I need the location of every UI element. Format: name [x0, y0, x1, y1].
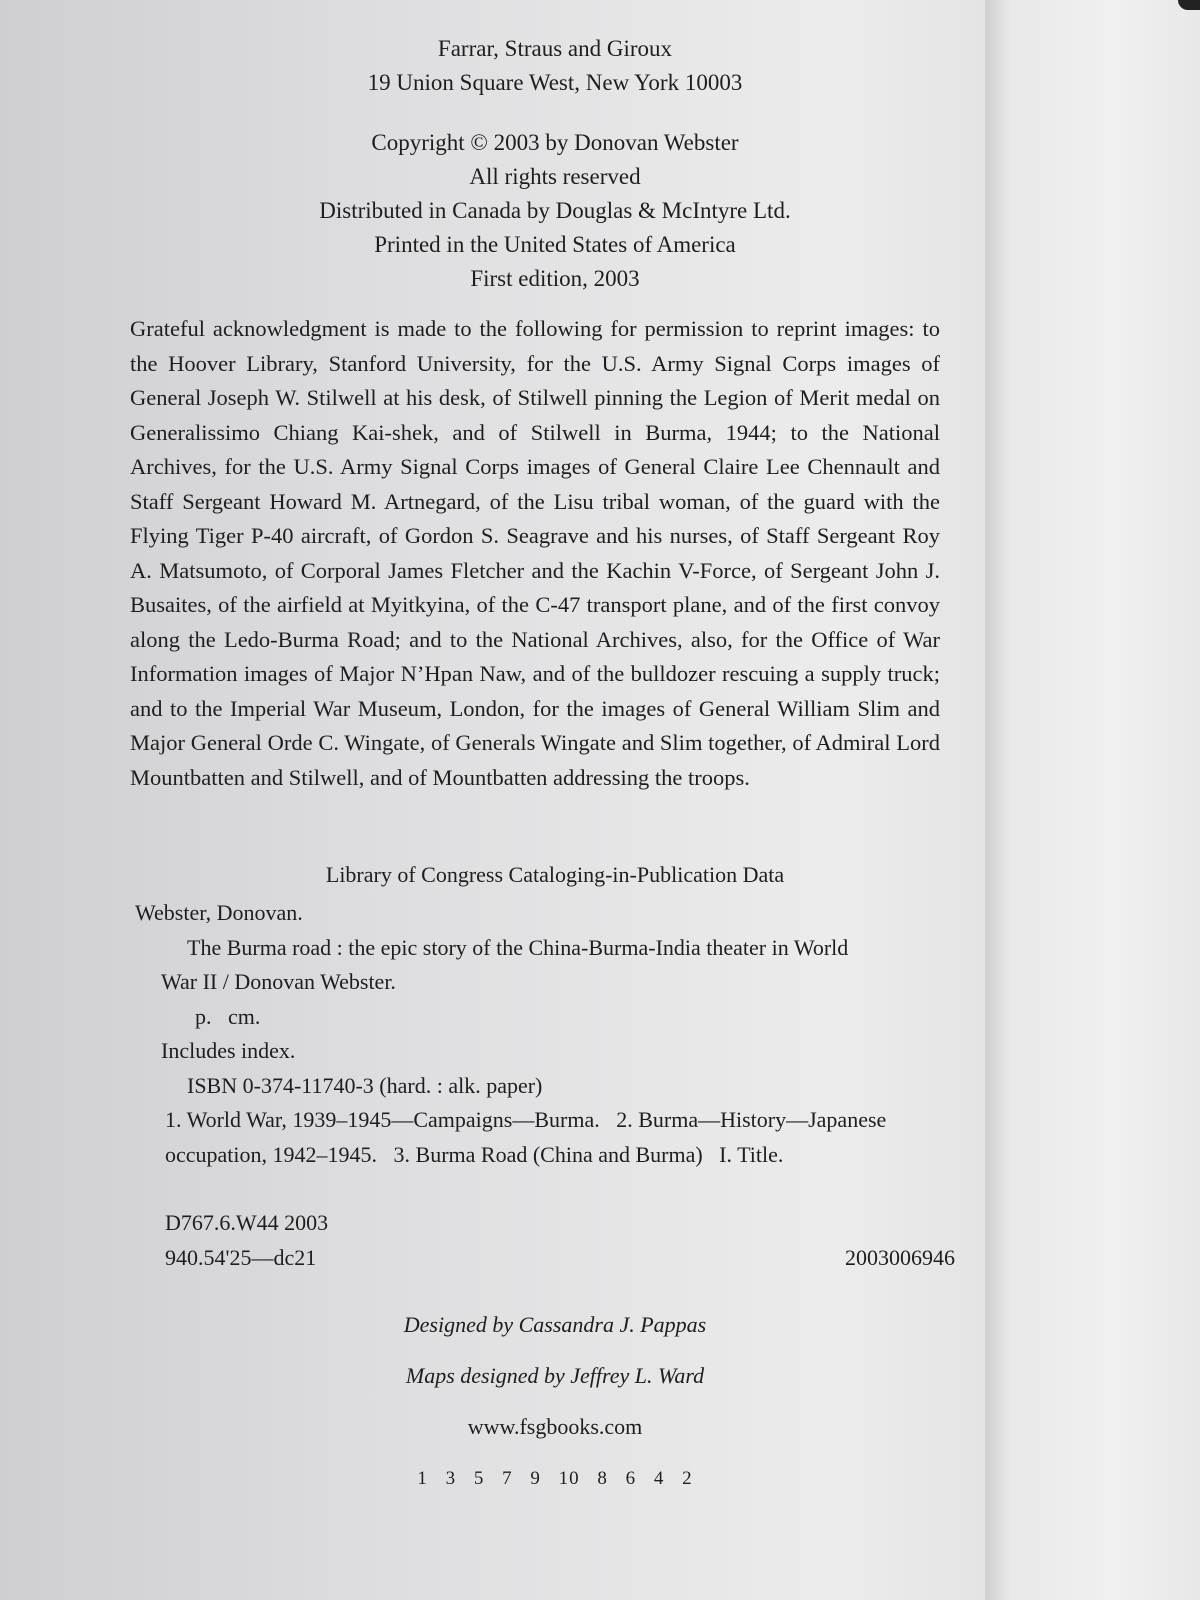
distribution-line: Distributed in Canada by Douglas & McIntyre Ltd.	[319, 198, 791, 223]
cip-lccn: 2003006946	[845, 1244, 955, 1270]
cip-physical-description: p. cm.	[195, 1003, 261, 1029]
website-url: www.fsgbooks.com	[467, 1414, 643, 1439]
maps-credit: Maps designed by Jeffrey L. Ward	[405, 1363, 705, 1388]
cip-spacer	[135, 1172, 965, 1206]
cip-isbn: ISBN 0-374-11740-3 (hard. : alk. paper)	[187, 1072, 543, 1098]
acknowledgment-paragraph: Grateful acknowledgment is made to the following for permission to reprint images: to the Hoover Library, Stanford University, for the U.S. Army Signal Corps images of General Joseph W. Stilwell at his desk, of Stilwell pinning the Legion of Merit medal on Generalissimo Chiang Kai-shek, and of Stilwell in Burma, 1944; to the National Archives, for the U.S. Army Signal Corps images of General Claire Lee Chennault and Staff Sergeant Howard M. Artnegard, of the Lisu tribal woman, of the guard with the Flying Tiger P-40 aircraft, of Gordon S. Seagrave and his nurses, of Staff Sergeant Roy A. Matsumoto, of Corporal James Fletcher and the Kachin V-Force, of Sergeant John J. Busaites, of the airfield at Myitkyina, of the C-47 transport plane, and of the first convoy along the Ledo-Burma Road; and to the National Archives, also, for the Office of War Information images of Major N’Hpan Naw, and of the bulldozer rescuing a supply truck; and to the Imperial War Museum, London, for the images of General William Slim and Major General Orde C. Wingate, of Generals Wingate and Slim together, of Admiral Lord Mountbatten and Stilwell, and of Mountbatten addressing the troops.	[130, 316, 940, 790]
publisher-block	[160, 32, 950, 100]
printed-line: Printed in the United States of America	[374, 232, 736, 257]
publisher-address: 19 Union Square West, New York 10003	[367, 70, 743, 95]
cip-title-continued: War II / Donovan Webster.	[161, 969, 396, 994]
corner-shadow	[1178, 0, 1200, 10]
cip-heading: Library of Congress Cataloging-in-Publication Data	[325, 862, 785, 887]
cip-dewey-number: 940.54'25—dc21	[165, 1244, 317, 1270]
edition-line: First edition, 2003	[470, 266, 640, 291]
rights-block	[160, 126, 950, 296]
cip-subjects-line-1: 1. World War, 1939–1945—Campaigns—Burma. 2. Burma—History—Japanese	[165, 1107, 887, 1132]
cip-index-note: Includes index.	[161, 1038, 296, 1063]
cip-record	[135, 896, 965, 1275]
cip-lc-classification: D767.6.W44 2003	[165, 1210, 329, 1235]
publisher-name: Farrar, Straus and Giroux	[437, 36, 673, 61]
cip-call-row	[135, 1241, 965, 1276]
copyright-line: Copyright © 2003 by Donovan Webster	[371, 130, 739, 155]
facing-page-edge	[985, 0, 1200, 1600]
cip-subjects-line-2: occupation, 1942–1945. 3. Burma Road (China and Burma) I. Title.	[165, 1141, 784, 1167]
credits-block	[160, 1308, 950, 1461]
rights-reserved-line: All rights reserved	[469, 164, 641, 189]
printing-number-line: 1 3 5 7 9 10 8 6 4 2	[417, 1468, 693, 1489]
cip-title-line: The Burma road : the epic story of the China-Burma-India theater in World	[187, 934, 849, 960]
designer-credit: Designed by Cassandra J. Pappas	[403, 1312, 707, 1337]
cip-author: Webster, Donovan.	[135, 900, 303, 925]
